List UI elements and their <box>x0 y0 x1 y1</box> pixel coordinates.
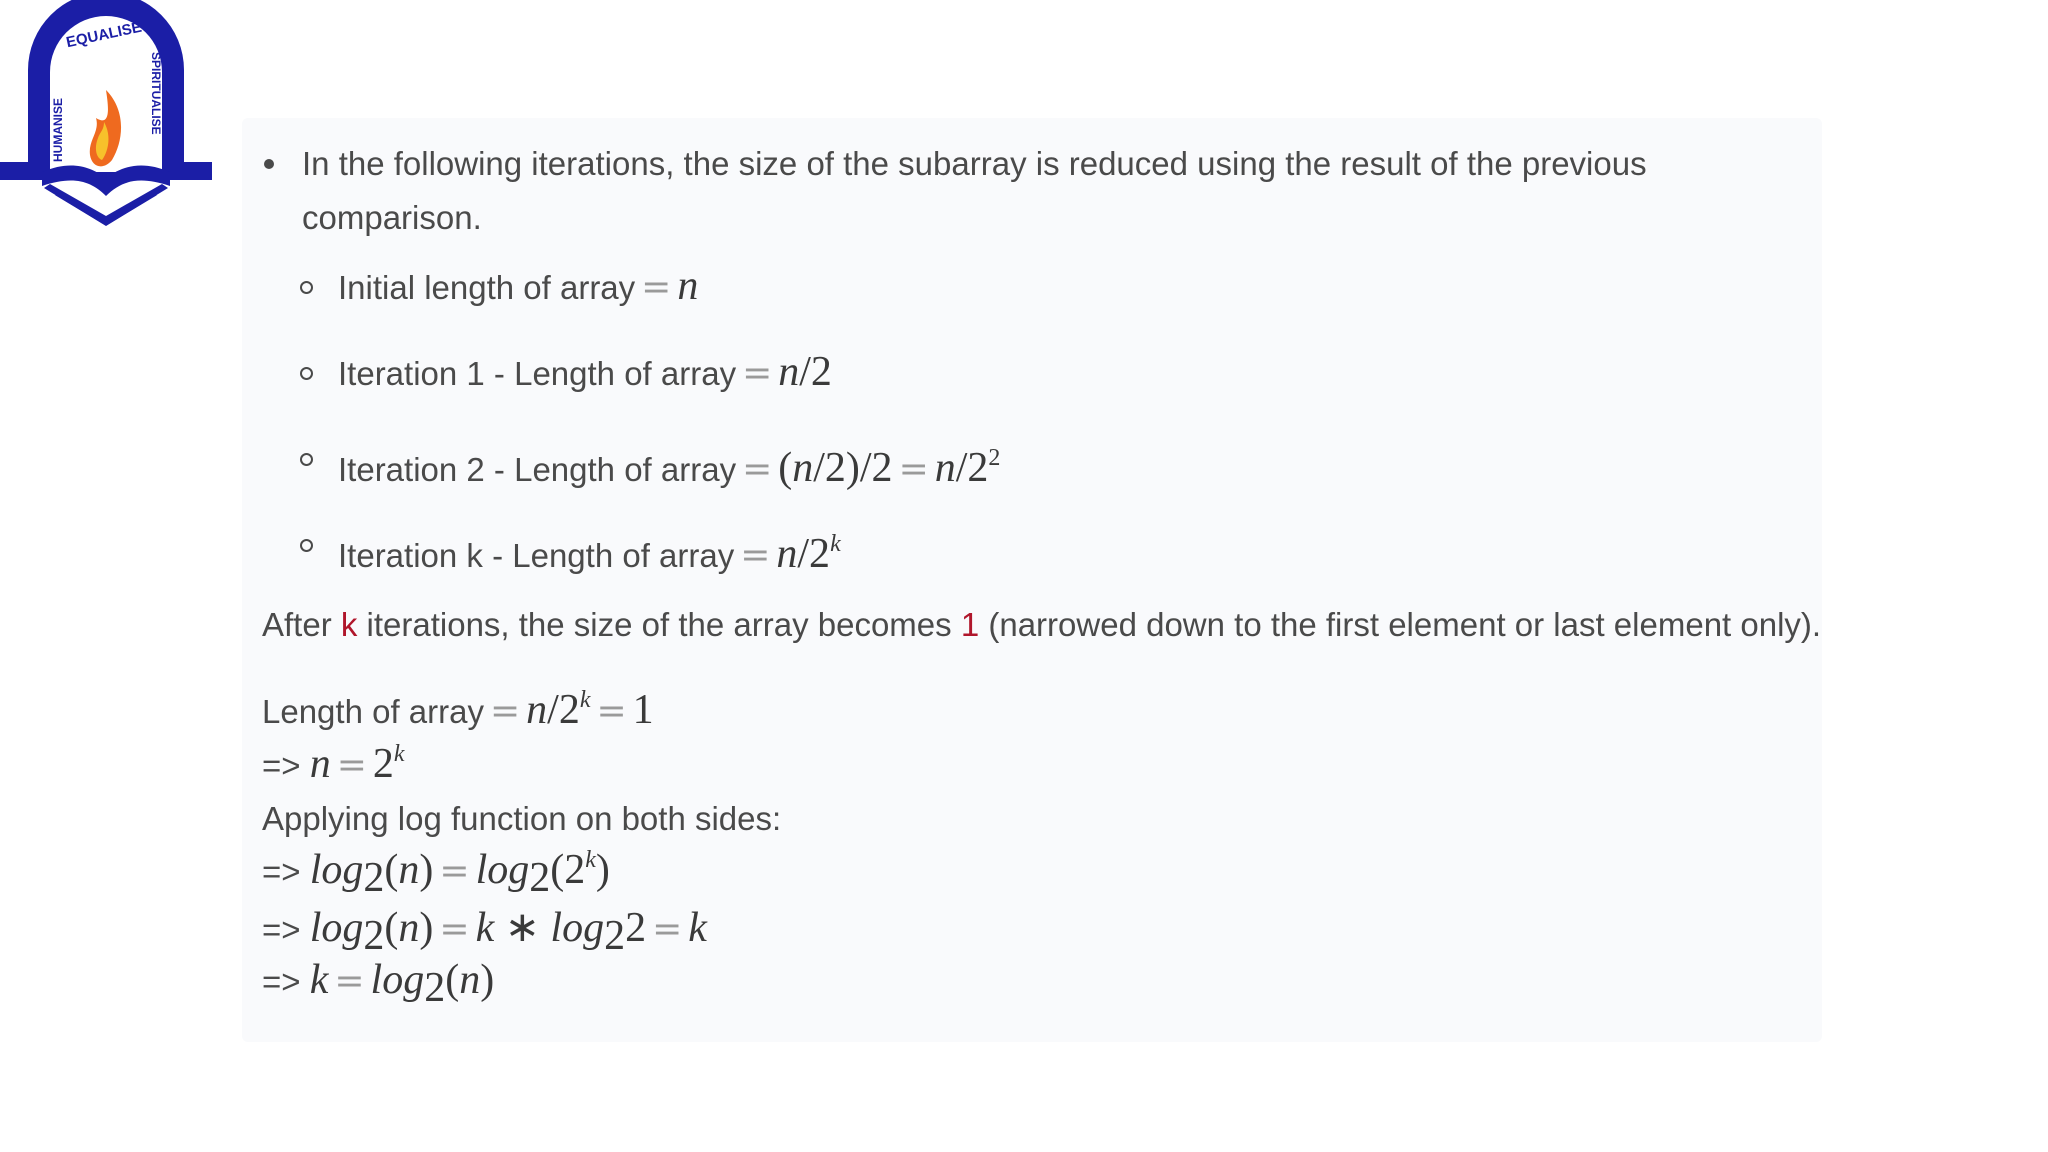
highlight-one: 1 <box>960 606 980 643</box>
sub-bullet-iteration-1: Iteration 1 - Length of array = n/2 <box>298 347 832 399</box>
sub-label: Initial length of array <box>338 269 636 306</box>
applying-log-text: Applying log function on both sides: <box>262 800 782 837</box>
derivation-line-2: => $n = 2^k$ <box>262 741 405 787</box>
derivation-line-3: => $\log_2(n) = \log_2(2^k)$ <box>262 847 610 901</box>
after-iterations-sentence: After k iterations, the size of the array becomes 1 (narrowed down to the first element or last element only). <box>262 606 1822 643</box>
sub-label: Iteration 1 - Length of array <box>338 355 737 392</box>
circle-bullet <box>300 281 313 294</box>
sub-bullet-iteration-k: Iteration k - Length of array = $n/2^k$ <box>298 519 841 581</box>
sub-label: Iteration k - Length of array <box>338 537 735 574</box>
svg-text:EQUALISE: EQUALISE <box>64 18 144 52</box>
circle-bullet <box>300 367 313 380</box>
bullet-dot <box>264 159 274 169</box>
derivation-line-1: Length of array = $n/2^k = 1$ <box>262 687 654 733</box>
svg-text:SPIRITUALISE: SPIRITUALISE <box>149 52 163 135</box>
sub-label: Iteration 2 - Length of array <box>338 451 737 488</box>
sub-bullet-iteration-2: Iteration 2 - Length of array = $(n/2)/2 = n/2^2$ <box>298 433 1000 495</box>
sub-bullet-initial: Initial length of array = n <box>298 261 698 313</box>
circle-bullet <box>300 453 313 466</box>
circle-bullet <box>300 539 313 552</box>
derivation-line-5: => $k = \log_2(n)$ <box>262 957 495 1011</box>
intro-text: In the following iterations, the size of the subarray is reduced using the result of the previous comparison. <box>302 145 1647 236</box>
institution-logo <box>0 0 212 228</box>
derivation-line-4: => $\log_2(n) = k$ ∗ $\log_22 = k$ <box>262 905 707 959</box>
bullet-intro <box>264 137 1684 245</box>
highlight-k: k <box>340 606 358 643</box>
svg-text:HUMANISE: HUMANISE <box>51 97 65 162</box>
